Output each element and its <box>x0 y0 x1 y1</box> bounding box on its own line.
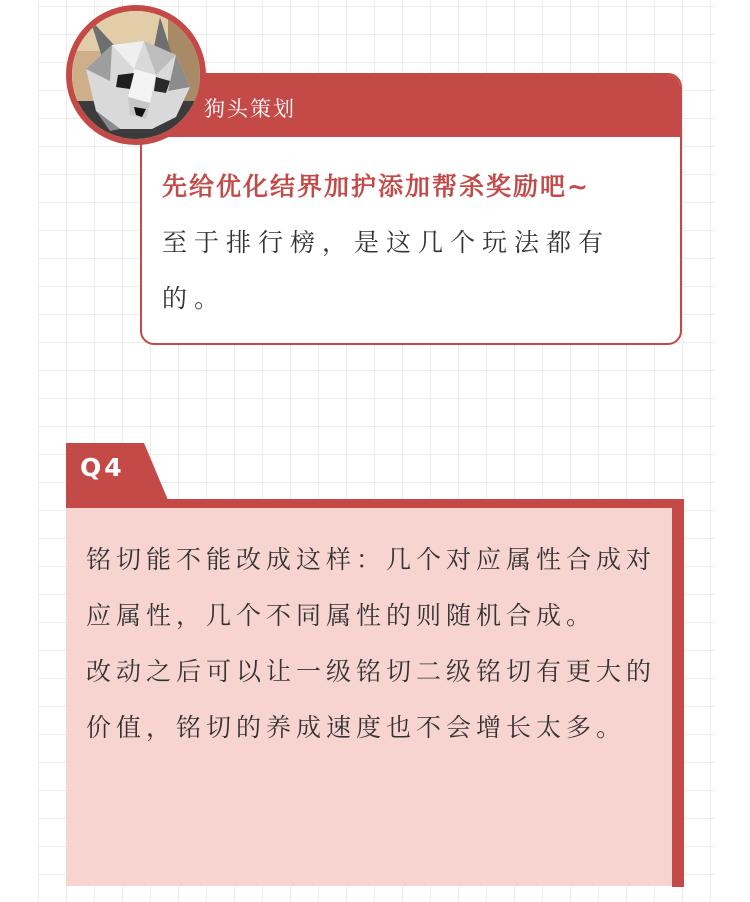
speaker-name: 狗头策划 <box>204 97 296 121</box>
question-paragraph-2: 改动之后可以让一级铭切二级铭切有更大的价值，铭切的养成速度也不会增长太多。 <box>86 657 657 742</box>
question-box <box>66 508 672 886</box>
speaker-reply-card <box>140 73 682 345</box>
question-text <box>86 532 660 756</box>
reply-text: 至于排行榜，是这几个玩法都有的。 <box>162 228 611 313</box>
reply-highlight: 先给优化结界加护添加帮杀奖励吧~ <box>162 172 590 201</box>
right-margin <box>714 0 750 902</box>
speaker-avatar <box>66 5 206 145</box>
question-paragraph-1: 铭切能不能改成这样：几个对应属性合成对应属性，几个不同属性的则随机合成。 <box>86 545 657 630</box>
speaker-header <box>142 75 680 137</box>
speaker-reply <box>162 159 662 327</box>
left-margin <box>0 0 38 902</box>
question-label: Q4 <box>80 453 125 482</box>
paper-dog-mask-avatar-icon <box>72 11 200 139</box>
question-box-shadow <box>672 499 684 887</box>
